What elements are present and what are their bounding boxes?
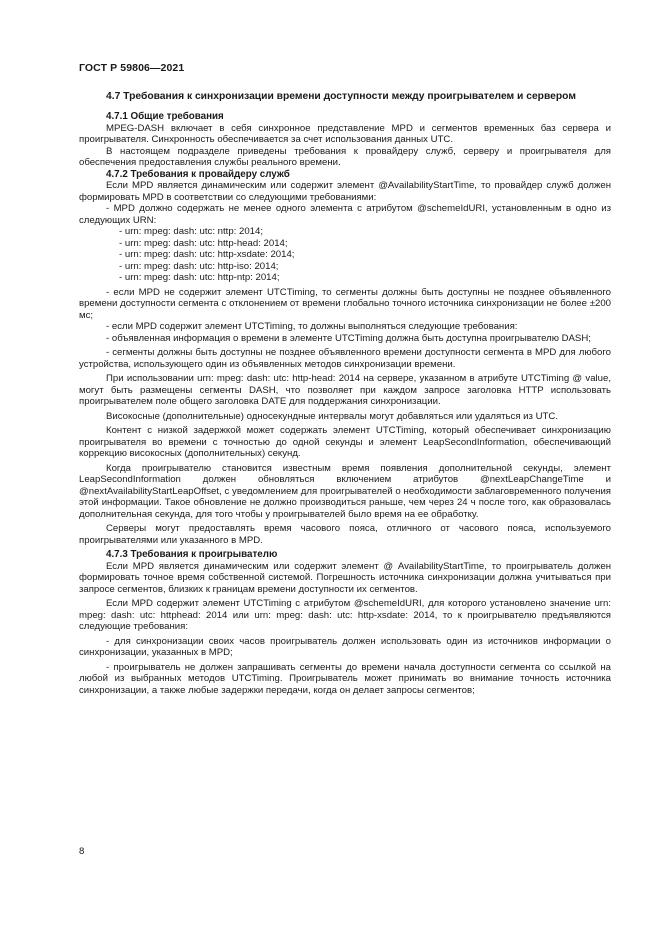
paragraph: Если MPD является динамическим или содержит элемент @AvailabilityStartTime, то провайдер служб должен формировать MPD в соответствии со следующими требованиями: <box>79 180 611 203</box>
paragraph: Если MPD содержит элемент UTCTiming с атрибутом @schemeIdURI, для которого установлено значение urn: mpeg: dash: utc: httphead: 2014 или urn: mpeg: dash: utc: http-xsdate: 2014, то к проигрывателю предъявляются следующие требования: <box>79 598 611 632</box>
paragraph: - для синхронизации своих часов проигрыватель должен использовать один из источников информации о синхронизации, указанных в MPD; <box>79 635 611 658</box>
paragraph: - MPD должно содержать не менее одного элемента с атрибутом @schemeIdURI, установленным в одно из следующих URN: <box>79 203 611 226</box>
subsection-heading-473: 4.7.3 Требования к проигрывателю <box>106 549 278 560</box>
paragraph: Серверы могут предоставлять время часового пояса, отличного от часового пояса, используемого проигрывателями или указанного в MPD. <box>79 523 611 546</box>
list-item: - urn: mpeg: dash: utc: http-xsdate: 2014; <box>119 249 295 260</box>
list-item: - urn: mpeg: dash: utc: http-iso: 2014; <box>119 260 279 272</box>
paragraph: При использовании urn: mpeg: dash: utc: http-head: 2014 на сервере, указанном в атрибуте UTCTiming @ value, могут быть размещены сегменты DASH, что позволяет при каждом запросе заголовка HTTP использовать проигрывателем поле общего заголовка DATE для поддержания синхронизации. <box>79 373 611 407</box>
urn-list <box>79 226 611 284</box>
standard-designation: ГОСТ Р 59806—2021 <box>79 62 185 74</box>
document-body <box>79 90 611 699</box>
paragraph: Контент с низкой задержкой может содержать элемент UTCTiming, который обеспечивает синхронизацию проигрывателя во времени с точностью до одной секунды и элемент LeapSecondInformation, обеспечивающий коррекцию високосных (дополнительных) секунд. <box>79 425 611 459</box>
paragraph: Если MPD является динамическим или содержит элемент @ AvailabilityStartTime, то проигрыватель должен формировать точное время собственной системой. Погрешность источника синхронизации должна учитываться при запросе сегментов, близких к границам времени доступности их сегментов. <box>79 560 611 595</box>
paragraph: - проигрыватель не должен запрашивать сегменты до времени начала доступности сегмента со ссылкой на любой из выбранных методов UTCTiming. Проигрыватель может принимать во внимание точность источника синхронизации, а также любые задержки передачи, когда он делает запросы сегментов; <box>79 661 611 696</box>
section-heading: 4.7 Требования к синхронизации времени доступности между проигрывателем и сервером <box>106 91 576 102</box>
paragraph: - объявленная информация о времени в элементе UTCTiming должна быть доступна проигрывателю DASH; <box>106 332 591 344</box>
paragraph: - если MPD содержит элемент UTCTiming, то должны выполняться следующие требования: <box>106 321 518 332</box>
paragraph: - если MPD не содержит элемент UTCTiming, то сегменты должны быть доступны не позднее объявленного времени доступности сегмента с отклонением от времени глобально точного источника синхронизации не более ±200 мс; <box>79 286 611 321</box>
list-item: - urn: mpeg: dash: utc: http-ntp: 2014; <box>119 272 280 283</box>
paragraph: MPEG-DASH включает в себя синхронное представление MPD и сегментов временных баз сервера и проигрывателя. Синхронность обеспечивается за счет использования данных UTC. <box>79 122 611 145</box>
page-number: 8 <box>79 846 85 857</box>
list-item: - urn: mpeg: dash: utc: nttp: 2014; <box>119 226 263 237</box>
paragraph: - сегменты должны быть доступны не позднее объявленного времени доступности сегмента в MPD для любого устройства, использующего один из объявленных методов синхронизации времени. <box>79 347 611 370</box>
paragraph: Високосные (дополнительные) односекундные интервалы могут добавляться или удаляться из UTC. <box>106 410 558 422</box>
subsection-heading-471: 4.7.1 Общие требования <box>106 111 224 122</box>
paragraph: В настоящем подразделе приведены требования к провайдеру служб, серверу и проигрывателя для обеспечения предоставления службы реального времени. <box>79 145 611 168</box>
paragraph: Когда проигрывателю становится известным время появления дополнительной секунды, элемент LeapSecondInformation должен обновляться включением атрибутов @nextLeapChangeTime и @nextAvailabilityStartLeapOffset, с уведомлением для проигрывателей о необходимости заблаговременного получения этой информации. Такое обновление не должно производиться раньше, чем через 24 ч после того, как образовалась дополнительная секунда, для того чтобы у проигрывателей было время на ее обработку. <box>79 462 611 520</box>
list-item: - urn: mpeg: dash: utc: http-head: 2014; <box>119 237 288 249</box>
subsection-heading-472: 4.7.2 Требования к провайдеру служб <box>106 168 290 180</box>
